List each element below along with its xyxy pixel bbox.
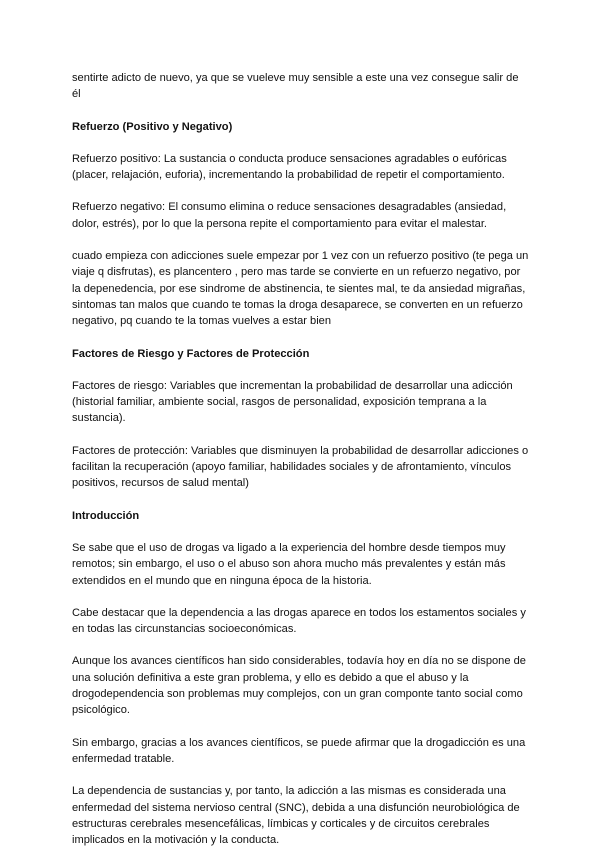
introduccion-heading: Introducción [72,509,140,522]
introduccion-paragraph-4: Sin embargo, gracias a los avances científicos, se puede afirmar que la drogadicción es una enfermedad tratable. [72,736,526,765]
factores-heading: Factores de Riesgo y Factores de Protección [72,347,310,360]
factores-riesgo-paragraph: Factores de riesgo: Variables que incrementan la probabilidad de desarrollar una adicción (historial familiar, ambiente social, rasgos de personalidad, exposición temprana a la sustancia). [72,379,513,425]
refuerzo-positivo-paragraph: Refuerzo positivo: La sustancia o conducta produce sensaciones agradables o eufóricas (placer, relajación, euforia), incrementando la probabilidad de repetir el comportamiento. [72,152,507,182]
refuerzo-heading: Refuerzo (Positivo y Negativo) [72,120,233,133]
factores-proteccion-paragraph: Factores de protección: Variables que disminuyen la probabilidad de desarrollar adicciones o facilitan la recuperación (apoyo familiar, habilidades sociales y de afrontamiento, vínculos positivos, recursos de salud mental) [72,444,529,490]
introduccion-paragraph-5: La dependencia de sustancias y, por tanto, la adicción a las mismas es considerada una enfermedad del sistema nervioso central (SNC), debida a una disfunción neurobiológica de estructuras cerebrales mesencefálicas, límbicas y corticales y de circuitos cerebrales implicados en la motivación y la conducta. [72,785,520,847]
introduccion-paragraph-2: Cabe destacar que la dependencia a las drogas aparece en todos los estamentos sociales y en todas las circunstancias socioeconómicas. [72,606,526,636]
refuerzo-negativo-paragraph: Refuerzo negativo: El consumo elimina o reduce sensaciones desagradables (ansiedad, dolor, estrés), por lo que la persona repite el comportamiento para evitar el malestar. [72,201,507,230]
introduccion-paragraph-3: Aunque los avances científicos han sido considerables, todavía hoy en día no se dispone de una solución definitiva a este gran problema, y ello es debido a que el abuso y la drogodependencia son problemas muy complejos, con un gran componte tanto social como psicológico. [72,655,526,717]
intro-fragment-paragraph: sentirte adicto de nuevo, ya que se vueleve muy sensible a este una vez consegue salir de él [72,72,519,101]
introduccion-paragraph-1: Se sabe que el uso de drogas va ligado a la experiencia del hombre desde tiempos muy remotos; sin embargo, el uso o el abuso son ahora mucho más prevalentes y están más extendidos en el mundo que en ninguna época de la historia. [72,541,506,587]
refuerzo-nota-paragraph: cuado empieza con adicciones suele empezar por 1 vez con un refuerzo positivo (te pega un viaje q disfrutas), es plancentero , pero mas tarde se convierte en un refuerzo negativo, por la depenedencia, por ese sindrome de abstinencia, te sientes mal, te da ansiedad migrañas, sintomas tan malos que cuando te tomas la droga desaparece, se converten en un refuerzo negativo, pq cuando te la tomas vuelves a estar bien [72,250,529,328]
